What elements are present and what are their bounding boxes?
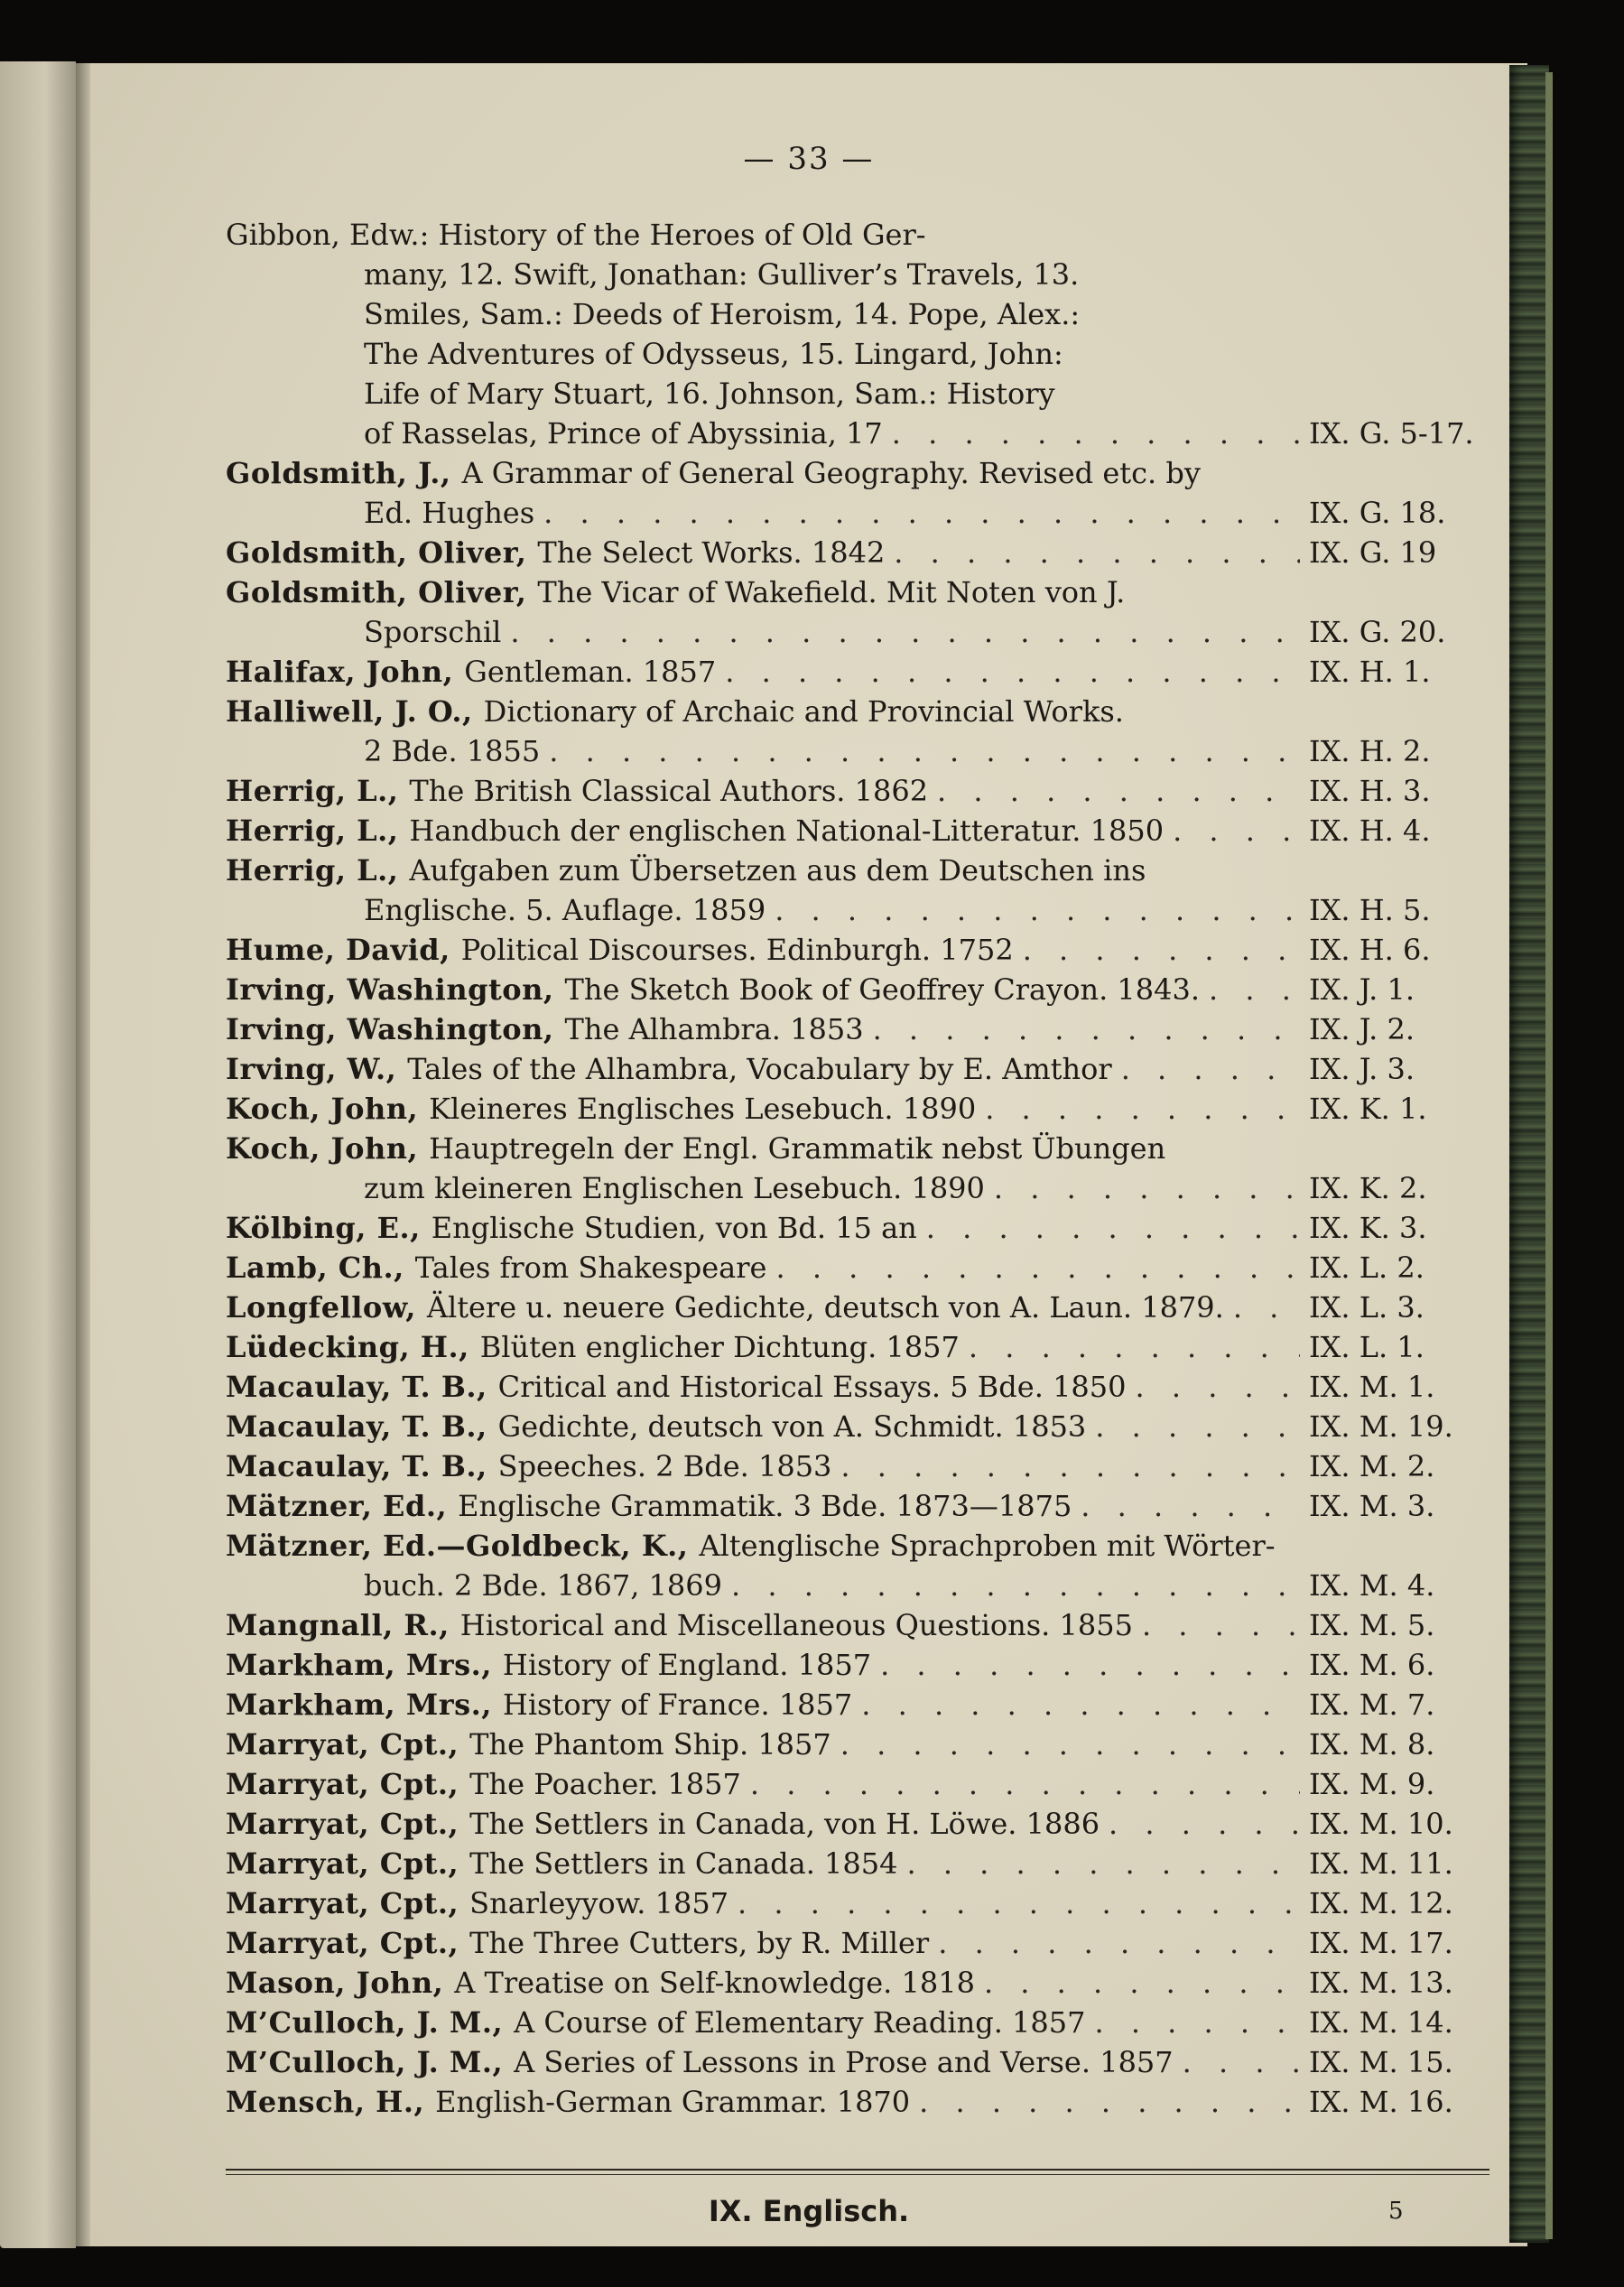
shelf-signature: IX. H. 5. [1309, 893, 1431, 927]
leader-dots [1136, 1367, 1301, 1407]
entry-line [226, 1089, 1489, 1129]
entry-continuation-text: buch. 2 Bde. 1867, 1869 [364, 1568, 722, 1603]
entry-line [226, 1645, 1489, 1685]
leader-dots [543, 493, 1300, 533]
entry-line [226, 1407, 1489, 1446]
entry-text: English-German Grammar. 1870 [435, 2085, 911, 2119]
entry-line [226, 1367, 1489, 1407]
entry-line [226, 1764, 1489, 1804]
leader-dots [1142, 1605, 1300, 1645]
entry-line [226, 1804, 1489, 1844]
entry-text: A Treatise on Self-knowledge. 1818 [454, 1966, 975, 2000]
entry-author: Herrig, L., [226, 813, 399, 848]
entry-text: Snarleyyow. 1857 [469, 1886, 729, 1920]
entry-author: Macaulay, T. B., [226, 1409, 487, 1444]
shelf-signature: IX. M. 19. [1309, 1409, 1453, 1444]
shelf-signature: IX. M. 10. [1309, 1807, 1453, 1841]
shelf-signature: IX. M. 17. [1309, 1926, 1453, 1960]
shelf-signature: IX. M. 2. [1309, 1449, 1435, 1483]
leader-dots [861, 1685, 1300, 1725]
shelf-signature: IX. L. 2. [1309, 1250, 1424, 1285]
left-page-edge [0, 61, 76, 2248]
entry-author: Marryat, Cpt., [226, 1926, 459, 1960]
intro-line: The Adventures of Odysseus, 15. Lingard, John: [364, 337, 1063, 371]
entry-text: Dictionary of Archaic and Provincial Works. [483, 694, 1124, 729]
leader-dots [1209, 970, 1300, 1009]
intro-line: Life of Mary Stuart, 16. Johnson, Sam.: History [364, 377, 1055, 411]
entry-continuation [226, 1168, 1489, 1208]
entry-author: Kölbing, E., [226, 1211, 421, 1245]
leader-dots [1095, 1407, 1300, 1446]
entry-text: The Settlers in Canada. 1854 [469, 1846, 898, 1881]
leader-dots [969, 1327, 1300, 1367]
shelf-signature: IX. L. 3. [1309, 1290, 1424, 1325]
entry-author: Mätzner, Ed.—Goldbeck, K., [226, 1529, 689, 1563]
entry-line [226, 1446, 1489, 1486]
leader-dots [984, 1963, 1300, 2003]
entry-author: Marryat, Cpt., [226, 1767, 459, 1801]
entry-line [226, 692, 1489, 731]
entry-author: Herrig, L., [226, 774, 399, 808]
entry-line [226, 453, 1489, 493]
shelf-signature: IX. K. 1. [1309, 1092, 1427, 1126]
shelf-signature: IX. M. 14. [1309, 2005, 1453, 2040]
entry-text: Gedichte, deutsch von A. Schmidt. 1853 [497, 1409, 1087, 1444]
entry-text: The Alhambra. 1853 [564, 1012, 864, 1046]
shelf-signature: IX. M. 1. [1309, 1370, 1435, 1404]
entry-line [226, 1725, 1489, 1764]
entry-line [226, 1883, 1489, 1923]
leader-dots [892, 414, 1300, 453]
entry-author: Herrig, L., [226, 853, 399, 888]
section-title: IX. Englisch. [708, 2194, 910, 2228]
leader-dots [750, 1764, 1300, 1804]
leader-dots [1183, 2042, 1300, 2082]
entry-line [226, 2003, 1489, 2042]
entry-line [226, 1605, 1489, 1645]
entry-author: Koch, John, [226, 1131, 419, 1166]
entry-author: Marryat, Cpt., [226, 1846, 459, 1881]
entry-line [226, 930, 1489, 970]
entry-text: Handbuch der englischen National-Litteratur. 1850 [409, 813, 1165, 848]
shelf-signature: IX. J. 1. [1309, 972, 1415, 1007]
entry-text: Englische Grammatik. 3 Bde. 1873—1875 [458, 1489, 1072, 1523]
intro-line: many, 12. Swift, Jonathan: Gulliver’s Travels, 13. [364, 257, 1080, 292]
entry-line [226, 1685, 1489, 1725]
leader-dots [1173, 811, 1300, 851]
leader-dots [840, 1725, 1300, 1764]
entry-line [226, 1009, 1489, 1049]
shelf-signature: IX. M. 3. [1309, 1489, 1435, 1523]
shelf-signature: IX. G. 20. [1309, 615, 1446, 649]
leader-dots [725, 652, 1300, 692]
entry-text: History of England. 1857 [502, 1648, 872, 1682]
footer-rule [226, 2174, 1489, 2175]
shelf-signature: IX. H. 4. [1309, 813, 1431, 848]
leader-dots [1233, 1288, 1300, 1327]
entry-text: The Poacher. 1857 [469, 1767, 741, 1801]
footer-rule [226, 2169, 1489, 2171]
entry-author: Irving, Washington, [226, 1012, 554, 1046]
entry-continuation [226, 731, 1489, 771]
leader-dots [549, 731, 1300, 771]
leader-dots [510, 612, 1300, 652]
entry-continuation-text: Englische. 5. Auflage. 1859 [364, 893, 766, 927]
entry-line [226, 1327, 1489, 1367]
entry-author: M’Culloch, J. M., [226, 2045, 504, 2079]
entry-line [226, 1844, 1489, 1883]
entry-text: Englische Studien, von Bd. 15 an [431, 1211, 917, 1245]
entry-line [226, 1248, 1489, 1288]
shelf-signature: IX. H. 3. [1309, 774, 1431, 808]
leader-dots [938, 1923, 1300, 1963]
shelf-signature: IX. G. 18. [1309, 496, 1446, 530]
shelf-signature: IX. M. 16. [1309, 2085, 1453, 2119]
leader-dots [731, 1566, 1300, 1605]
sheet-number: 5 [1388, 2198, 1404, 2225]
entry-author: Longfellow, [226, 1290, 416, 1325]
shelf-signature: IX. M. 9. [1309, 1767, 1435, 1801]
entry-text: Tales of the Alhambra, Vocabulary by E. Amthor [407, 1052, 1112, 1086]
leader-dots [926, 1208, 1300, 1248]
entry-text: Speeches. 2 Bde. 1853 [497, 1449, 832, 1483]
shelf-signature: IX. L. 1. [1309, 1330, 1424, 1364]
shelf-signature: IX. H. 1. [1309, 655, 1431, 689]
leader-dots [985, 1089, 1300, 1129]
leader-dots [738, 1883, 1300, 1923]
intro-line: Smiles, Sam.: Deeds of Heroism, 14. Pope, Alex.: [364, 297, 1081, 331]
entry-author: Mensch, H., [226, 2085, 425, 2119]
entry-continuation-text: 2 Bde. 1855 [364, 734, 541, 768]
entry-author: Goldsmith, Oliver, [226, 575, 527, 609]
leader-dots [919, 2082, 1300, 2122]
entry-line [226, 771, 1489, 811]
shelf-signature: IX. G. 19 [1309, 535, 1437, 570]
shelf-signature: IX. J. 3. [1309, 1052, 1415, 1086]
entry-text: Kleineres Englisches Lesebuch. 1890 [429, 1092, 977, 1126]
entry-text: Historical and Miscellaneous Questions. 1855 [459, 1608, 1133, 1642]
entry-continuation [226, 890, 1489, 930]
shelf-signature: IX. G. 5-17. [1309, 416, 1474, 451]
entry-author: Mangnall, R., [226, 1608, 450, 1642]
intro-last-line [226, 414, 1489, 453]
entry-text: Political Discourses. Edinburgh. 1752 [460, 933, 1014, 967]
entry-continuation [226, 493, 1489, 533]
entry-text: The Select Works. 1842 [537, 535, 886, 570]
entry-author: Irving, Washington, [226, 972, 554, 1007]
entry-continuation-text: zum kleineren Englischen Lesebuch. 1890 [364, 1171, 985, 1205]
shelf-signature: IX. M. 11. [1309, 1846, 1453, 1881]
entry-text: Altenglische Sprachproben mit Wörter- [699, 1529, 1276, 1563]
entry-continuation [226, 1566, 1489, 1605]
shelf-signature: IX. M. 7. [1309, 1687, 1435, 1722]
entry-text: The Vicar of Wakefield. Mit Noten von J. [537, 575, 1126, 609]
shelf-signature: IX. K. 2. [1309, 1171, 1427, 1205]
leader-dots [775, 1248, 1300, 1288]
leader-dots [1023, 930, 1300, 970]
entry-text: History of France. 1857 [502, 1687, 853, 1722]
shelf-signature: IX. M. 12. [1309, 1886, 1453, 1920]
entry-author: Mätzner, Ed., [226, 1489, 448, 1523]
entry-text: The British Classical Authors. 1862 [409, 774, 929, 808]
entry-text: A Course of Elementary Reading. 1857 [514, 2005, 1086, 2040]
entry-line [226, 1526, 1489, 1566]
entry-author: Macaulay, T. B., [226, 1370, 487, 1404]
leader-dots [840, 1446, 1300, 1486]
shelf-signature: IX. H. 2. [1309, 734, 1431, 768]
shelf-signature: IX. M. 4. [1309, 1568, 1435, 1603]
shelf-signature: IX. M. 6. [1309, 1648, 1435, 1682]
entry-line [226, 1963, 1489, 2003]
entry-author: M’Culloch, J. M., [226, 2005, 504, 2040]
entry-author: Koch, John, [226, 1092, 419, 1126]
entry-author: Marryat, Cpt., [226, 1727, 459, 1762]
entry-line [226, 811, 1489, 851]
entry-text: Ältere u. neuere Gedichte, deutsch von A. Laun. 1879. [426, 1290, 1224, 1325]
entry-text: The Three Cutters, by R. Miller [469, 1926, 930, 1960]
entry-text: The Phantom Ship. 1857 [469, 1727, 831, 1762]
leader-dots [994, 1168, 1300, 1208]
entry-author: Goldsmith, Oliver, [226, 535, 527, 570]
entry-author: Markham, Mrs., [226, 1687, 492, 1722]
entry-author: Lüdecking, H., [226, 1330, 469, 1364]
entry-text: Tales from Shakespeare [414, 1250, 767, 1285]
entry-author: Goldsmith, J., [226, 456, 451, 490]
entry-line [226, 1923, 1489, 1963]
leader-dots [894, 533, 1300, 572]
entry-line [226, 851, 1489, 890]
entry-author: Macaulay, T. B., [226, 1449, 487, 1483]
page-number: — 33 — [743, 141, 875, 177]
shelf-signature: IX. M. 15. [1309, 2045, 1453, 2079]
entry-author: Halifax, John, [226, 655, 454, 689]
entry-text: Aufgaben zum Übersetzen aus dem Deutschen ins [409, 853, 1146, 888]
leader-dots [880, 1645, 1300, 1685]
entry-author: Lamb, Ch., [226, 1250, 404, 1285]
leader-dots [1121, 1049, 1300, 1089]
entry-text: Critical and Historical Essays. 5 Bde. 1850 [497, 1370, 1127, 1404]
entry-line [226, 1486, 1489, 1526]
entry-text: of Rasselas, Prince of Abyssinia, 17 [364, 416, 883, 451]
leader-dots [906, 1844, 1300, 1883]
shelf-signature: IX. H. 6. [1309, 933, 1431, 967]
entry-line [226, 652, 1489, 692]
shelf-signature: IX. M. 8. [1309, 1727, 1435, 1762]
entries-container [226, 453, 1489, 2122]
leader-dots [1094, 2003, 1300, 2042]
entry-continuation-text: Ed. Hughes [364, 496, 535, 530]
entry-text: Hauptregeln der Engl. Grammatik nebst Übungen [429, 1131, 1166, 1166]
entry-text: Blüten englicher Dichtung. 1857 [479, 1330, 960, 1364]
entry-line [226, 970, 1489, 1009]
entry-text: A Grammar of General Geography. Revised etc. by [461, 456, 1201, 490]
book-spine [1509, 65, 1549, 2243]
shelf-signature: IX. J. 2. [1309, 1012, 1415, 1046]
spine-edge [1545, 72, 1553, 2239]
intro-first-line: Gibbon, Edw.: History of the Heroes of Old Ger- [226, 218, 926, 252]
entry-author: Hume, David, [226, 933, 450, 967]
entry-continuation [226, 612, 1489, 652]
entry-line [226, 2082, 1489, 2122]
entry-line [226, 1208, 1489, 1248]
entry-line [226, 2042, 1489, 2082]
entry-author: Halliwell, J. O., [226, 694, 473, 729]
catalog-page [90, 63, 1527, 2246]
entry-author: Marryat, Cpt., [226, 1807, 459, 1841]
shelf-signature: IX. M. 13. [1309, 1966, 1453, 2000]
entry-text: The Settlers in Canada, von H. Löwe. 1886 [469, 1807, 1100, 1841]
entry-author: Marryat, Cpt., [226, 1886, 459, 1920]
entry-text: The Sketch Book of Geoffrey Crayon. 1843. [564, 972, 1201, 1007]
entry-author: Markham, Mrs., [226, 1648, 492, 1682]
leader-dots [873, 1009, 1300, 1049]
entry-line [226, 572, 1489, 612]
leader-dots [775, 890, 1300, 930]
entry-line [226, 1049, 1489, 1089]
entry-text: Gentleman. 1857 [464, 655, 717, 689]
catalog-list [226, 215, 1489, 2122]
entry-line [226, 533, 1489, 572]
entry-line [226, 1288, 1489, 1327]
entry-author: Irving, W., [226, 1052, 397, 1086]
shelf-signature: IX. K. 3. [1309, 1211, 1427, 1245]
shelf-signature: IX. M. 5. [1309, 1608, 1435, 1642]
leader-dots [1081, 1486, 1300, 1526]
entry-line [226, 1129, 1489, 1168]
entry-continuation-text: Sporschil [364, 615, 502, 649]
entry-text: A Series of Lessons in Prose and Verse. 1857 [514, 2045, 1174, 2079]
entry-author: Mason, John, [226, 1966, 444, 2000]
leader-dots [1109, 1804, 1300, 1844]
leader-dots [937, 771, 1300, 811]
